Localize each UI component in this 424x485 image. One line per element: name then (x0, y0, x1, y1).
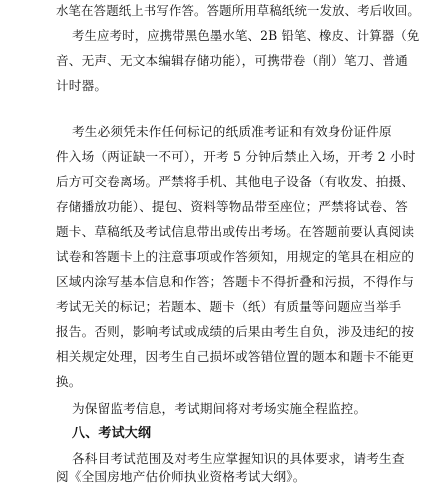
text-line: 音、无声、无文本编辑存储功能），可携带卷（削）笔刀、普通 (56, 53, 408, 68)
text-line: 相关规定处理，因考生自己损坏或答错位置的题本和题卡不能更 (56, 349, 415, 364)
text-line: 考生应考时，应携带黑色墨水笔、2B 铅笔、橡皮、计算器（免 (72, 28, 420, 43)
text-line: 后方可交卷离场。严禁将手机、其他电子设备（有收发、拍摄、 (56, 174, 415, 189)
text-line: 题卡、草稿纸及考试信息带出或传出考场。在答题前要认真阅读 (56, 224, 415, 239)
text-line: 考生必须凭未作任何标记的纸质准考证和有效身份证件原 (72, 124, 392, 139)
text-line: 试卷和答题卡上的注意事项或作答须知，用规定的笔具在相应的 (56, 249, 415, 264)
text-line: 水笔在答题纸上书写作答。答题所用草稿纸统一发放、考后收回。 (56, 3, 420, 18)
text-line: 区域内涂写基本信息和作答；答题卡不得折叠和污损，不得作与 (56, 274, 415, 289)
section-heading: 八、考试大纲 (72, 426, 152, 441)
text-line: 阅《全国房地产估价师执业资格考试大纲》。 (56, 469, 306, 484)
text-line: 存储播放功能）、提包、资料等物品带至座位；严禁将试卷、答 (56, 199, 408, 214)
text-line: 换。 (56, 374, 82, 389)
text-line: 计时器。 (56, 78, 108, 93)
text-line: 为保留监考信息，考试期间将对考场实施全程监控。 (72, 401, 367, 416)
text-line: 报告。否则，影响考试或成绩的后果由考生自负，涉及违纪的按 (56, 324, 415, 339)
text-line: 件入场（两证缺一不可），开考 5 分钟后禁止入场，开考 2 小时 (56, 149, 416, 164)
text-line: 考试无关的标记；若题本、题卡（纸）有质量等问题应当举手 (56, 299, 402, 314)
text-line: 各科目考试范围及对考生应掌握知识的具体要求，请考生查 (72, 451, 405, 466)
